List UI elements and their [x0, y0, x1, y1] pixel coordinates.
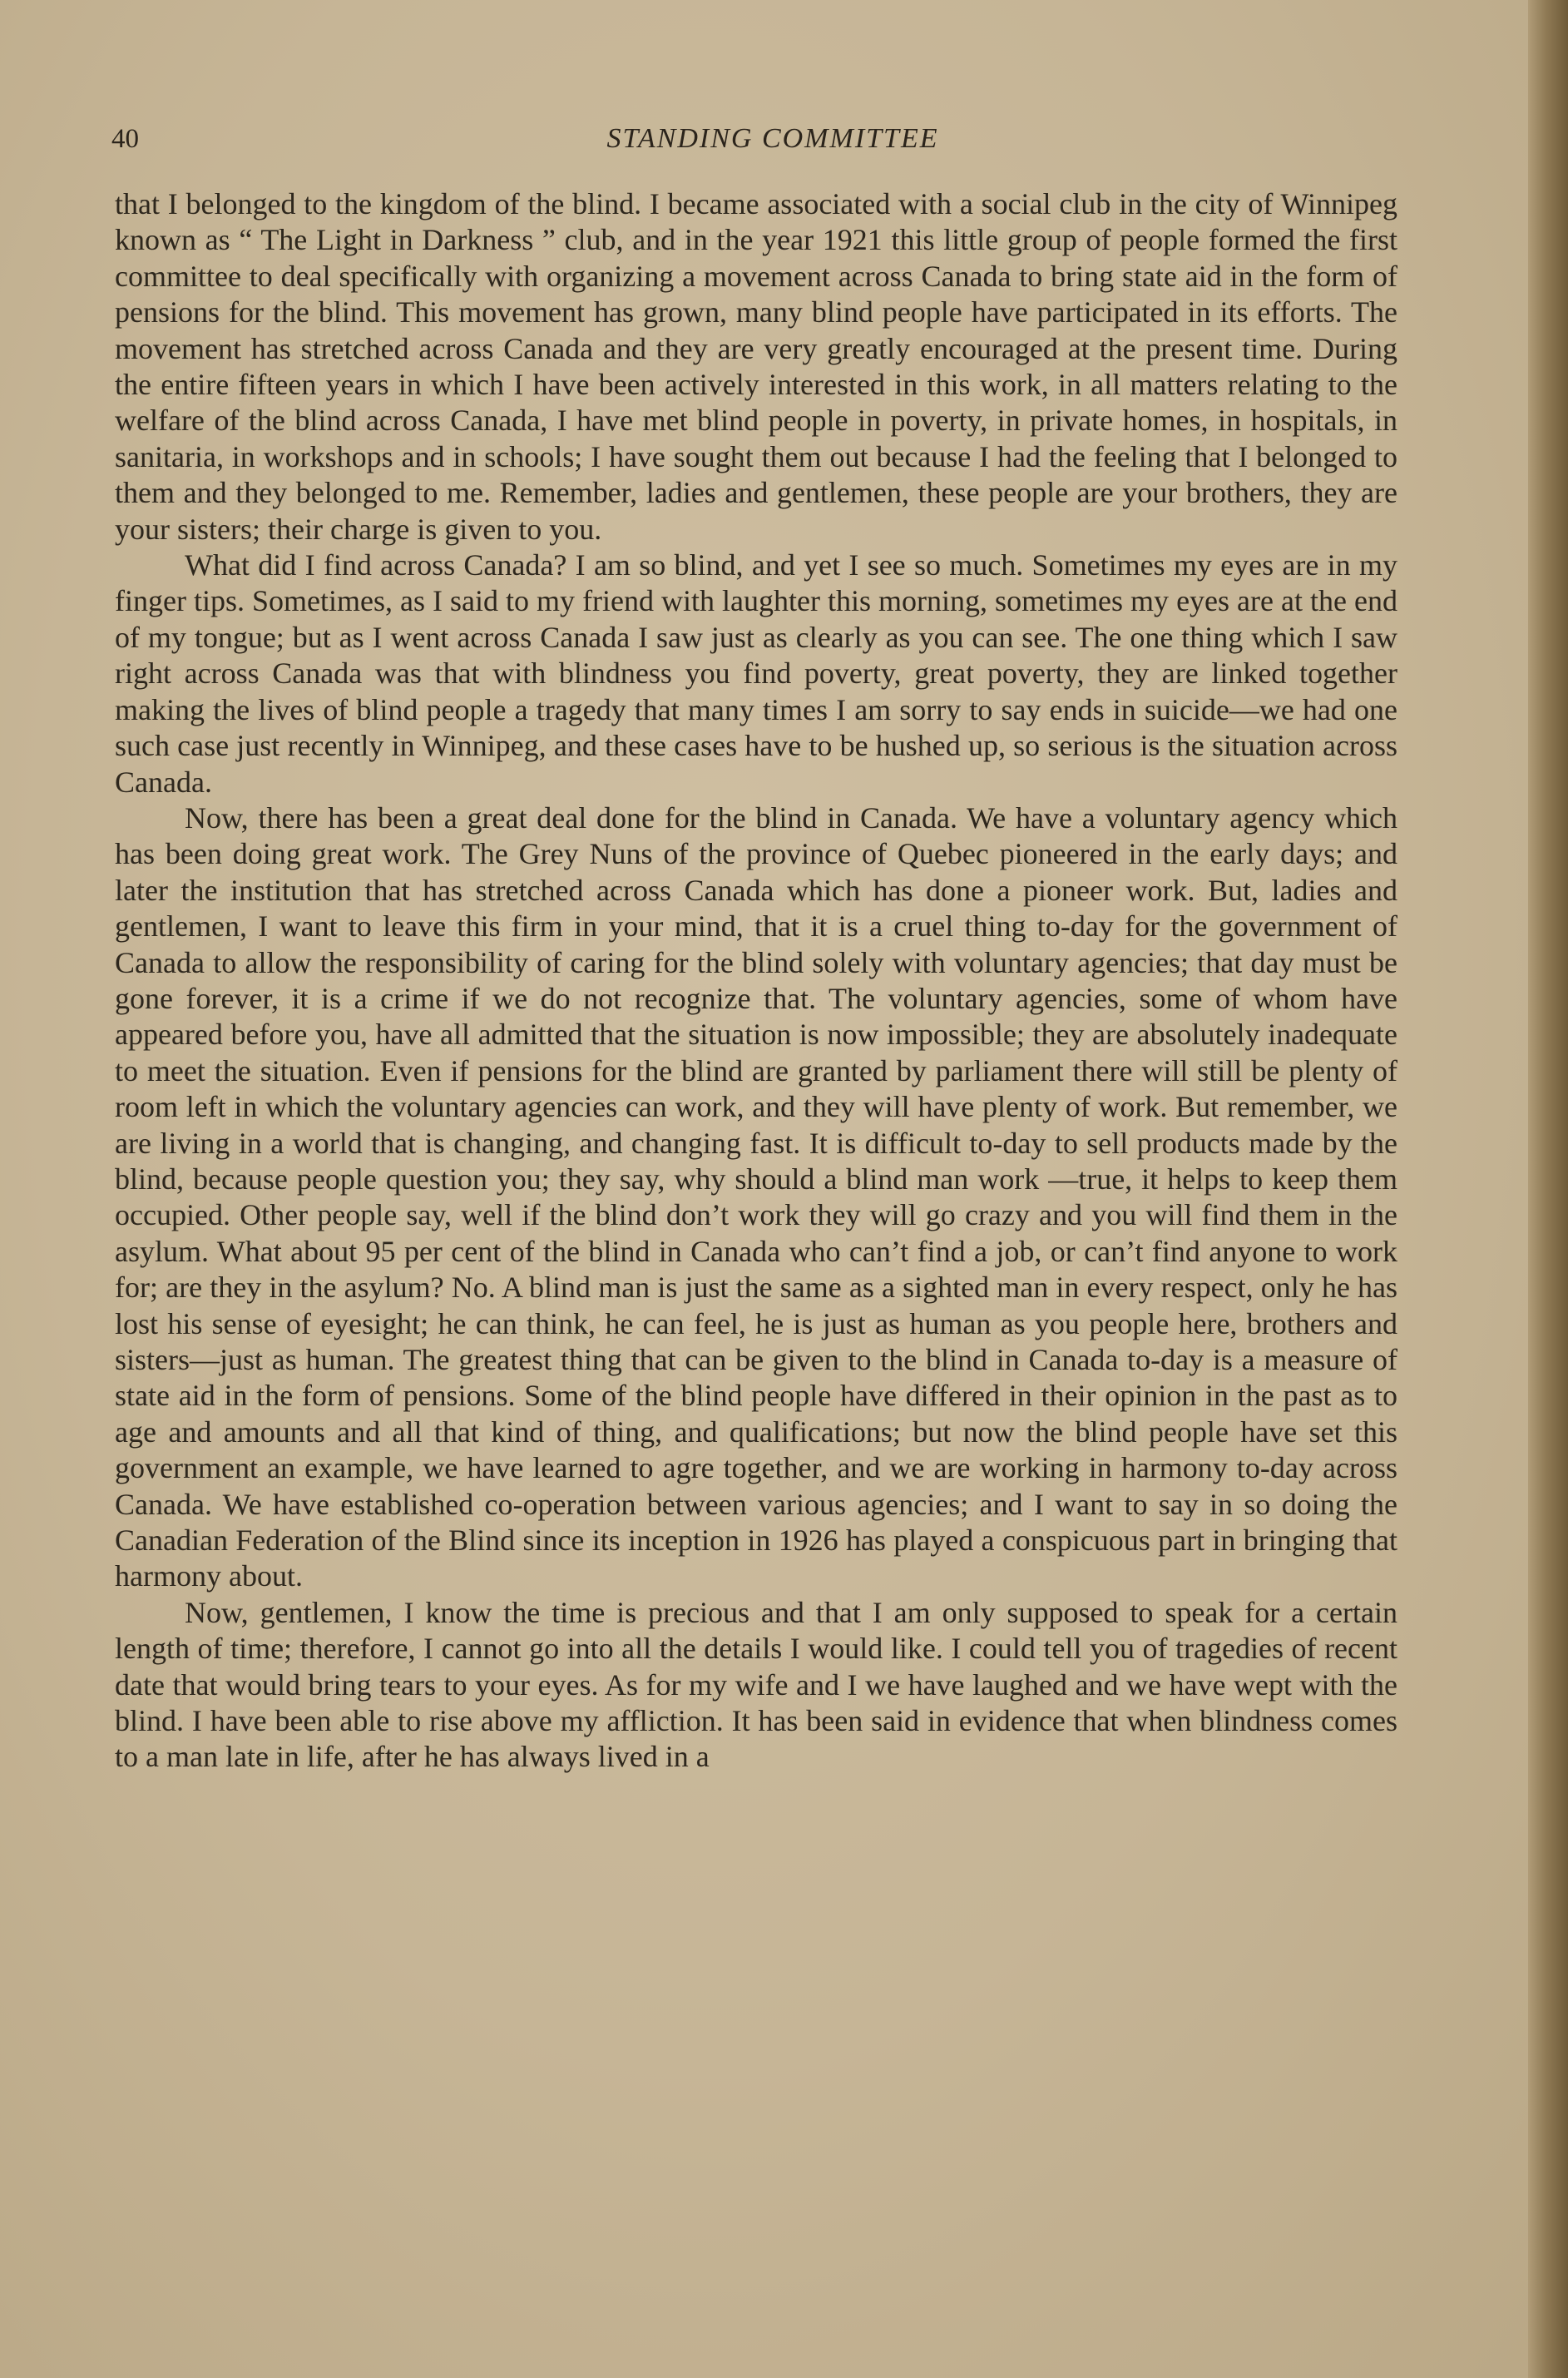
running-title: STANDING COMMITTEE: [606, 123, 939, 154]
paragraph: Now, gentlemen, I know the time is precious and that I am only supposed to speak for a certain length of time; therefore, I cannot go into all the details I would like. I could tell you of tragedies of recent date that would bring tears to your eyes. As for my wife and I we have laughed and we have wept with the blind. I have been able to rise above my affliction. It has been said in evidence that when blindness comes to a man late in life, after he has always lived in a: [115, 1595, 1397, 1774]
binding-edge: [1528, 0, 1568, 2378]
body-text: [115, 186, 1397, 1776]
page-header: [111, 118, 1401, 160]
page-number: 40: [111, 124, 139, 154]
paragraph: What did I find across Canada? I am so blind, and yet I see so much. Sometimes my eyes are in my finger tips. Sometimes, as I said to my friend with laughter this morning, sometimes my eyes are at the end of my tongue; but as I went across Canada I saw just as clearly as you can see. The one thing which I saw right across Canada was that with blindness you find poverty, great poverty, they are linked together making the lives of blind people a tragedy that many times I am sorry to say ends in suicide—we had one such case just recently in Winnipeg, and these cases have to be hushed up, so serious is the situation across Canada.: [115, 548, 1397, 799]
paragraph: Now, there has been a great deal done for the blind in Canada. We have a voluntary agency which has been doing great work. The Grey Nuns of the province of Quebec pioneered in the early days; and later the institution that has stretched across Canada which has done a pioneer work. But, ladies and gentlemen, I want to leave this firm in your mind, that it is a cruel thing to-day for the government of Canada to allow the responsibility of caring for the blind solely with voluntary agencies; that day must be gone forever, it is a crime if we do not recognize that. The voluntary agencies, some of whom have appeared before you, have all admitted that the situation is now impossible; they are absolutely inadequate to meet the situation. Even if pensions for the blind are granted by parliament there will still be plenty of room left in which the voluntary agencies can work, and they will have plenty of work. But remember, we are living in a world that is changing, and changing fast. It is difficult to-day to sell products made by the blind, because people question you; they say, why should a blind man work —true, it helps to keep them occupied. Other people say, well if the blind don’t work they will go crazy and you will find them in the asylum. What about 95 per cent of the blind in Canada who can’t find a job, or can’t find anyone to work for; are they in the asylum? No. A blind man is just the same as a sighted man in every respect, only he has lost his sense of eyesight; he can think, he can feel, he is just as human as you people here, brothers and sisters—just as human. The greatest thing that can be given to the blind in Canada to-day is a measure of state aid in the form of pensions. Some of the blind people have differed in their opinion in the past as to age and amounts and all that kind of thing, and qualifications; but now the blind people have set this government an example, we have learned to agre together, and we are working in harmony to-day across Canada. We have established co-operation between various agencies; and I want to say in so doing the Canadian Federation of the Blind since its inception in 1926 has played a conspicuous part in bringing that harmony about.: [115, 800, 1397, 1593]
paragraph: that I belonged to the kingdom of the blind. I became associated with a social club in the city of Winnipeg known as “ The Light in Darkness ” club, and in the year 1921 this little group of people formed the first committee to deal specifically with organizing a movement across Canada to bring state aid in the form of pensions for the blind. This movement has grown, many blind people have participated in its efforts. The movement has stretched across Canada and they are very greatly encouraged at the present time. During the entire fifteen years in which I have been actively interested in this work, in all matters relating to the welfare of the blind across Canada, I have met blind people in poverty, in private homes, in hospitals, in sanitaria, in workshops and in schools; I have sought them out because I had the feeling that I belonged to them and they belonged to me. Remember, ladies and gentlemen, these people are your brothers, they are your sisters; their charge is given to you.: [115, 187, 1397, 546]
